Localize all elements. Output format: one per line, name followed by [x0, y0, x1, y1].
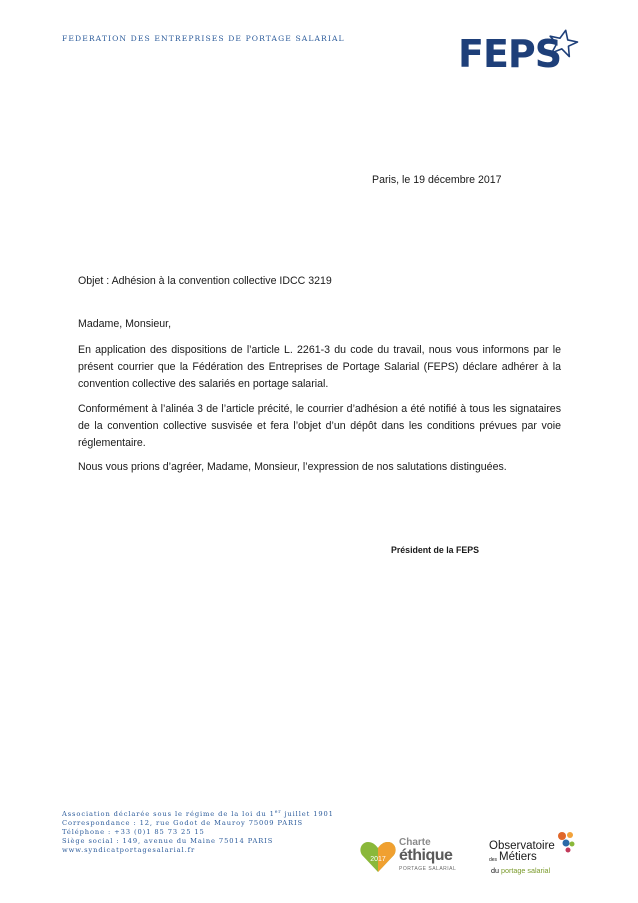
letter-subject: Objet : Adhésion à la convention collective IDCC 3219	[78, 275, 332, 287]
footer-website: www.syndicatportagesalarial.fr	[62, 846, 196, 855]
letter-signature: Président de la FEPS	[391, 545, 479, 555]
footer-line-3: Téléphone : +33 (0)1 85 73 25 15	[62, 828, 205, 837]
footer-line-4: Siège social : 149, avenue du Maine 75014 PARIS	[62, 837, 274, 846]
letter-paragraph-3: Nous vous prions d’agréer, Madame, Monsieur, l’expression de nos salutations distinguées.	[78, 461, 507, 473]
letter-paragraph-1: En application des dispositions de l’article L. 2261-3 du code du travail, nous vous informons par le présent courrier que la Fédération des Entreprises de Portage Salarial (FEPS) déclare adhérer à la convention collective des salariés en portage salarial.	[78, 344, 561, 391]
observatoire-logo	[486, 830, 576, 874]
charte-line-1: Charte	[399, 837, 431, 848]
letter-date: Paris, le 19 décembre 2017	[372, 174, 502, 186]
heart-badge-icon	[359, 840, 397, 874]
footer-line-2: Correspondance : 12, rue Godot de Mauroy 75009 PARIS	[62, 819, 303, 828]
letter-greeting: Madame, Monsieur,	[78, 318, 172, 330]
feps-logo	[458, 28, 580, 80]
observatoire-small: des	[489, 857, 498, 863]
charte-line-2: éthique	[399, 847, 453, 864]
header-title: FEDERATION DES ENTREPRISES DE PORTAGE SALARIAL	[62, 34, 345, 43]
observatoire-line-1: Observatoire	[489, 840, 555, 852]
footer-line-1: Association déclarée sous le régime de la loi du 1er juillet 1901	[62, 810, 334, 819]
charte-line-3: PORTAGE SALARIAL	[399, 866, 457, 872]
observatoire-line-3: du portage salarial	[491, 866, 551, 875]
feps-logo-text: FEPS	[458, 32, 562, 76]
svg-text:2017: 2017	[370, 856, 386, 863]
star-outline-icon	[546, 28, 580, 58]
observatoire-line-2: Métiers	[499, 851, 537, 863]
footer-address	[62, 808, 334, 855]
dots-cluster-icon	[556, 830, 576, 854]
charte-ethique-logo	[359, 834, 459, 874]
letter-paragraph-2: Conformément à l’alinéa 3 de l’article précité, le courrier d’adhésion a été notifié à tous les signataires de la convention collective susvisée et fera l’objet d’un dépôt dans les conditions prévues par voie réglementaire.	[78, 403, 561, 450]
